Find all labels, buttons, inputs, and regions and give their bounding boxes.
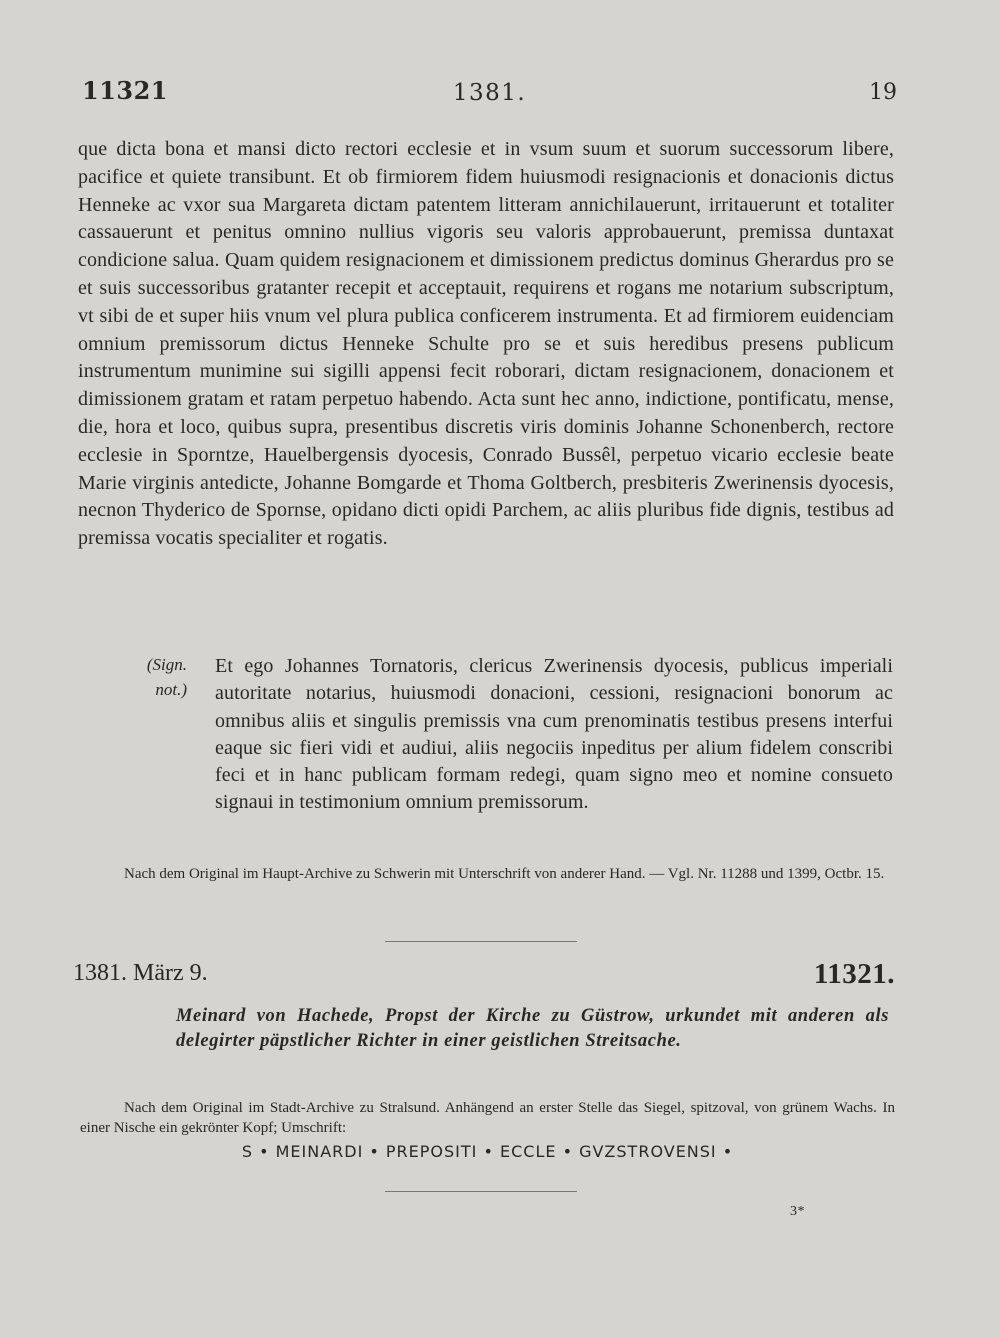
seal-legend: S • MEINARDI • PREPOSITI • ECCLE • GVZSTROVENSI • bbox=[241, 1142, 734, 1161]
page-number: 19 bbox=[869, 80, 897, 105]
entry-source-note: Nach dem Original im Stadt-Archive zu Stralsund. Anhängend an erster Stelle das Siegel, spitzoval, von grünem Wachs. In einer Nische ein gekrönter Kopf; Umschrift: bbox=[80, 1100, 895, 1136]
notary-attestation: Et ego Johannes Tornatoris, clericus Zwerinensis dyocesis, publicus imperiali autoritate notarius, huiusmodi donacioni, cessioni, resignacioni bonorum ac omnibus aliis et singulis premissis vna cum prenominatis testibus presens interfui eaque sic fieri vidi et audiui, aliis negociis inpeditus per alium fidelem conscribi feci et in hanc publicam formam redegi, quam signo meo et nomine consueto signaui in testimonium omnium premissorum. bbox=[215, 655, 893, 814]
charter-main-text: que dicta bona et mansi dicto rectori ecclesie et in vsum suum et suorum successorum libere, pacifice et quiete transibunt. Et ob firmiorem fidem huiusmodi resignacionis et donacionis dictus Henneke ac vxor sua Margareta dictam patentem litteram annichilauerunt, irritauerunt et totaliter cassauerunt et penitus omnino nullius vigoris seu valoris approbauerunt, premissa duntaxat condicione salua. Quam quidem resignacionem et dimissionem predictus dominus Gherardus pro se et suis successoribus gratanter recepit et acceptauit, requirens et rogans me notarium subscriptum, vt sibi de et super hiis vnum vel plura publica conficerem instrumenta. Et ad firmiorem euidenciam omnium premissorum dictus Henneke Schulte pro se et suis heredibus presens publicum instrumentum munimine sui sigilli appensi fecit roborari, dictam resignacionem, donacionem et dimissionem gratam et ratam perpetuo habendo. Acta sunt hec anno, indictione, pontificatu, mense, die, hora et loco, quibus supra, presentibus discretis viris dominis Johanne Schonenberch, rectore ecclesie in Sporntze, Hauelbergensis dyocesis, Conrado Bussêl, perpetuo vicario ecclesie beate Marie virginis antedicte, Johanne Bomgarde et Thoma Goltberch, presbiteris Zwerinensis dyocesis, necnon Thyderico de Spornse, opidano dicti opidi Parchem, ac aliis pluribus fide dignis, testibus ad premissa vocatis specialiter et rogatis. bbox=[78, 138, 894, 550]
signature-mark: 3* bbox=[790, 1204, 805, 1219]
section-divider bbox=[385, 1191, 577, 1192]
entry-date: 1381. März 9. bbox=[73, 960, 208, 986]
entry-header bbox=[73, 960, 895, 996]
running-year: 1381. bbox=[452, 80, 527, 106]
section-divider bbox=[385, 941, 577, 942]
document-number: 11321 bbox=[82, 76, 168, 105]
running-head bbox=[82, 76, 897, 116]
entry-regest: Meinard von Hachede, Propst der Kirche zu Güstrow, urkundet mit anderen als delegirter päpstlicher Richter in einer geistlichen Streitsache. bbox=[176, 1006, 889, 1051]
entry-number: 11321. bbox=[813, 958, 895, 990]
sign-note: (Sign. not.) bbox=[146, 655, 187, 699]
source-note: Nach dem Original im Haupt-Archive zu Schwerin mit Unterschrift von anderer Hand. — Vgl. Nr. 11288 und 1399, Octbr. 15. bbox=[124, 866, 885, 882]
